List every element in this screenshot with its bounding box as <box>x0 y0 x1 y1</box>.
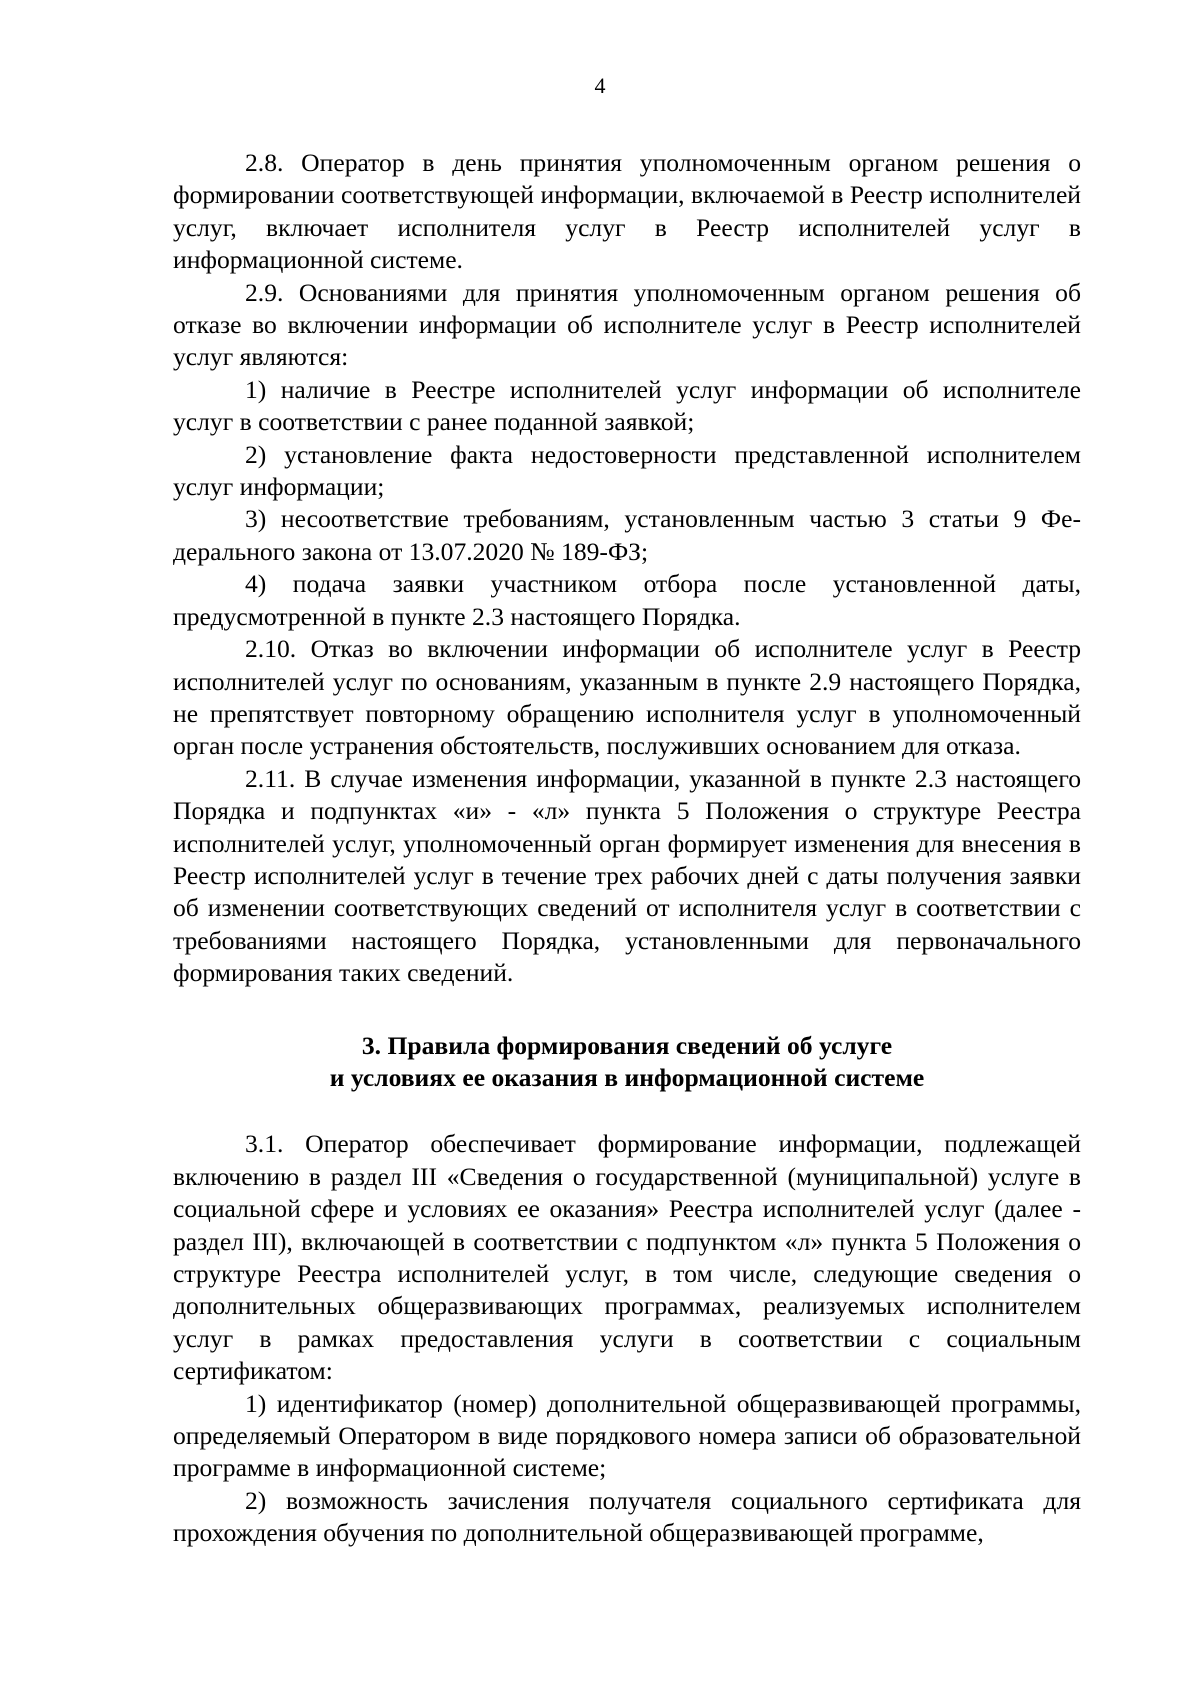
paragraph-2-11: 2.11. В случае изменения информации, указанной в пункте 2.3 настоящего Порядка и подпунктах «и» - «л» пункта 5 Положения о структуре Реестра исполнителей услуг, уполномоченный орган формирует изменения для внесения в Реестр исполнителей услуг в течение трех рабочих дней с даты получения заявки об изменении соответствующих сведений от исполнителя услуг в соответствии с требованиями настоящего Порядка, установленными для первоначального формирования таких сведений. <box>173 763 1081 988</box>
document-body <box>173 147 1081 1550</box>
section-3-heading <box>173 1030 1081 1095</box>
list-item-2-9-4: 4) подача заявки участником отбора после установленной даты, предусмотренной в пункте 2.3 настоящего Порядка. <box>173 569 1081 631</box>
list-item-3-1-2: 2) возможность зачисления получателя социального сертификата для прохождения обучения по дополнительной общеразвивающей программе, <box>173 1485 1081 1548</box>
list-item-2-9-3: 3) несоответствие требованиям, установленным частью 3 статьи 9 Федерального закона от 13.07.2020 № 189-ФЗ; <box>173 504 1081 566</box>
paragraph-2-9: 2.9. Основаниями для принятия уполномоченным органом решения об отказе во включении информации об исполнителе услуг в Реестр исполнителей услуг являются: <box>173 277 1081 372</box>
paragraph-2-10: 2.10. Отказ во включении информации об исполнителе услуг в Реестр исполнителей услуг по основаниям, указанным в пункте 2.9 настоящего Порядка, не препятствует повторному обращению исполнителя услуг в уполномоченный орган после устранения обстоятельств, послуживших основанием для отказа. <box>173 634 1081 761</box>
list-item-2-9-1: 1) наличие в Реестре исполнителей услуг информации об исполнителе услуг в соответствии с ранее поданной заявкой; <box>173 374 1081 437</box>
paragraph-3-1: 3.1. Оператор обеспечивает формирование информации, подлежащей включению в раздел III «Сведения о государственной (муниципальной) услуге в социальной сфере и условиях ее оказания» Реестра исполнителей услуг (далее - раздел III), включающей в соответствии с подпунктом «л» пункта 5 Положения о структуре Реестра исполнителей услуг, в том числе, следующие сведения о дополнительных общеразвивающих программах, реализуемых исполнителем услуг в рамках предоставления услуги в соответствии с социальным сертификатом: <box>173 1129 1081 1386</box>
section-3-heading-line2: и условиях ее оказания в информационной системе <box>329 1062 925 1092</box>
list-item-3-1-1: 1) идентификатор (номер) дополнительной общеразвивающей программы, определяемый Оператором в виде порядкового номера записи об образовательной программе в информационной системе; <box>173 1388 1081 1483</box>
list-item-2-9-2: 2) установление факта недостоверности представленной исполнителем услуг информации; <box>173 439 1081 502</box>
paragraph-2-8: 2.8. Оператор в день принятия уполномоченным органом решения о формировании соответствующей информации, включаемой в Реестр исполнителей услуг, включает исполнителя услуг в Реестр исполнителей услуг в информационной системе. <box>173 148 1081 275</box>
section-3-heading-line1: 3. Правила формирования сведений об услуге <box>361 1030 893 1060</box>
page-number: 4 <box>594 73 606 98</box>
